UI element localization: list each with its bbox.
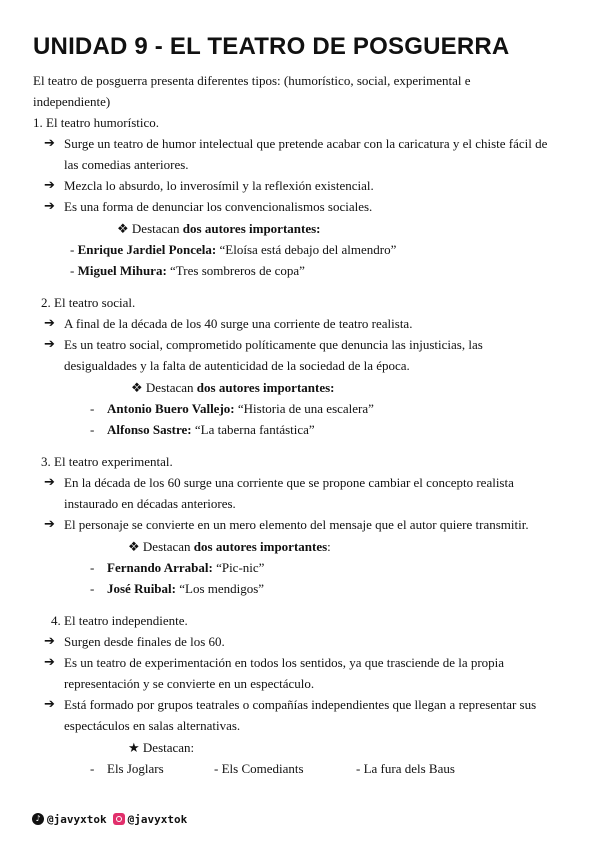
dash-bullet: - <box>90 422 95 437</box>
section-4-heading: 4. El teatro independiente. <box>51 613 188 628</box>
section-2-heading: 2. El teatro social. <box>41 295 136 310</box>
section-3-point-1-line-2: instaurado en décadas anteriores. <box>64 496 236 511</box>
highlight-prefix: Destacan <box>145 380 197 395</box>
arrow-bullet-icon: ➔ <box>44 655 55 670</box>
group-name: - La fura dels Baus <box>356 761 455 776</box>
author-work: “La taberna fantástica” <box>191 422 315 437</box>
section-4-point-1: Surgen desde finales de los 60. <box>64 634 225 649</box>
dash-bullet: - <box>90 560 95 575</box>
diamond-bullet-icon: ❖ <box>131 380 143 395</box>
highlight-prefix: Destacan: <box>142 740 195 755</box>
group-name: - Els Comediants <box>214 761 304 776</box>
author-name: Fernando Arrabal: <box>107 560 213 575</box>
section-3-heading: 3. El teatro experimental. <box>41 454 173 469</box>
star-bullet-icon: ★ <box>128 740 140 755</box>
author-name: Enrique Jardiel Poncela: <box>77 242 217 257</box>
instagram-icon <box>113 813 125 825</box>
section-2-point-2-line-1: Es un teatro social, comprometido políticamente que denuncia las injusticias, las <box>64 337 483 352</box>
arrow-bullet-icon: ➔ <box>44 517 55 532</box>
section-1-highlight <box>117 218 321 239</box>
section-4-point-3-line-2: espectáculos en salas alternativas. <box>64 718 241 733</box>
arrow-bullet-icon: ➔ <box>44 697 55 712</box>
section-3-author-2 <box>107 578 264 599</box>
diamond-bullet-icon: ❖ <box>117 221 129 236</box>
highlight-prefix: Destacan <box>142 539 194 554</box>
highlight-bold: dos autores importantes: <box>182 221 321 236</box>
dash-bullet: - <box>90 401 95 416</box>
section-2-author-2 <box>107 419 315 440</box>
author-name: Antonio Buero Vallejo: <box>107 401 235 416</box>
tiktok-handle[interactable]: @javyxtok <box>47 812 107 826</box>
intro-line-2: independiente) <box>33 94 111 109</box>
author-work: “Los mendigos” <box>175 581 265 596</box>
dash-bullet: - <box>70 242 75 257</box>
dash-bullet: - <box>90 581 95 596</box>
author-work: “Pic-nic” <box>212 560 265 575</box>
group-name: Els Joglars <box>107 761 164 776</box>
section-3-point-2: El personaje se convierte en un mero elemento del mensaje que el autor quiere transmitir. <box>64 517 529 532</box>
dash-bullet: - <box>90 761 95 776</box>
instagram-handle[interactable]: @javyxtok <box>127 812 188 826</box>
section-2-author-1 <box>107 398 374 419</box>
section-3-highlight <box>128 536 331 557</box>
section-3-author-1 <box>107 557 264 578</box>
section-1-author-2 <box>70 260 305 281</box>
intro-line-1: El teatro de posguerra presenta diferentes tipos: (humorístico, social, experimental e <box>33 73 471 88</box>
highlight-bold: dos autores importantes <box>193 539 328 554</box>
page-title: UNIDAD 9 - EL TEATRO DE POSGUERRA <box>33 33 510 60</box>
section-4-point-2-line-1: Es un teatro de experimentación en todos los sentidos, ya que trasciende de la propia <box>64 655 505 670</box>
arrow-bullet-icon: ➔ <box>44 337 55 352</box>
author-work: “Eloísa está debajo del almendro” <box>216 242 397 257</box>
section-1-point-1-line-2: las comedias anteriores. <box>64 157 189 172</box>
highlight-prefix: Destacan <box>131 221 183 236</box>
author-name: José Ruibal: <box>107 581 176 596</box>
section-2-highlight <box>131 377 335 398</box>
highlight-suffix: : <box>327 539 331 554</box>
arrow-bullet-icon: ➔ <box>44 199 55 214</box>
section-4-point-2-line-2: representación y se convierte en un espectáculo. <box>64 676 315 691</box>
section-1-point-1-line-1: Surge un teatro de humor intelectual que pretende acabar con la caricatura y el chiste fácil de <box>64 136 548 151</box>
tiktok-icon: ♪ <box>32 813 44 825</box>
author-name: Alfonso Sastre: <box>107 422 192 437</box>
author-work: “Tres sombreros de copa” <box>166 263 305 278</box>
section-1-heading: 1. El teatro humorístico. <box>33 115 160 130</box>
social-footer <box>32 809 187 829</box>
author-work: “Historia de una escalera” <box>234 401 374 416</box>
author-name: Miguel Mihura: <box>77 263 167 278</box>
dash-bullet: - <box>70 263 75 278</box>
section-2-point-2-line-2: desigualdades y la falta de autenticidad de la sociedad de la época. <box>64 358 410 373</box>
arrow-bullet-icon: ➔ <box>44 475 55 490</box>
arrow-bullet-icon: ➔ <box>44 316 55 331</box>
highlight-bold: dos autores importantes: <box>196 380 335 395</box>
section-2-point-1: A final de la década de los 40 surge una corriente de teatro realista. <box>64 316 413 331</box>
section-1-point-3: Es una forma de denunciar los convencionalismos sociales. <box>64 199 373 214</box>
section-1-point-2: Mezcla lo absurdo, lo inverosímil y la reflexión existencial. <box>64 178 374 193</box>
section-1-author-1 <box>70 239 396 260</box>
section-4-point-3-line-1: Está formado por grupos teatrales o compañías independientes que llegan a representar sus <box>64 697 537 712</box>
diamond-bullet-icon: ❖ <box>128 539 140 554</box>
section-4-highlight <box>128 737 194 758</box>
section-3-point-1-line-1: En la década de los 60 surge una corriente que se propone cambiar el concepto realista <box>64 475 514 490</box>
arrow-bullet-icon: ➔ <box>44 634 55 649</box>
arrow-bullet-icon: ➔ <box>44 178 55 193</box>
arrow-bullet-icon: ➔ <box>44 136 55 151</box>
